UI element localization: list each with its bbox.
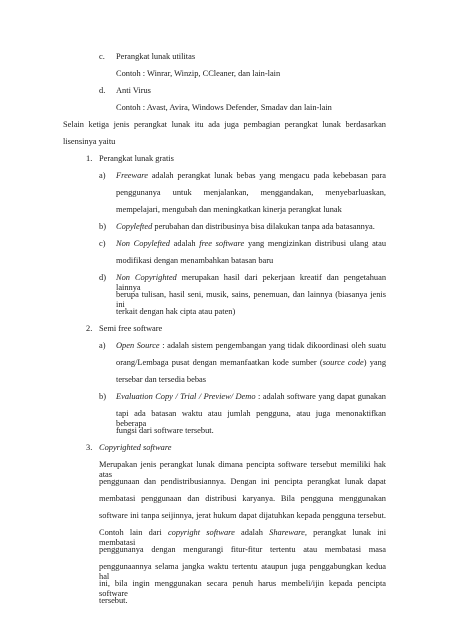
paragraph-line: Evaluation Copy / Trial / Preview/ Demo : adalah software yang dapat gunakan: [116, 392, 386, 401]
paragraph-line: penggunaan dan pendistribusiannya. Dengan ini pencipta perangkat lunak dapat: [99, 477, 386, 486]
paragraph-line: tapi ada batasan waktu atau jumlah pengguna, atau juga menonaktifkan beberapa: [116, 409, 386, 428]
paragraph-line: orang/Lembaga pusat dengan memanfaatkan kode sumber (source code) yang: [116, 358, 387, 367]
sub-marker: a): [99, 341, 106, 350]
term: Evaluation Copy / Trial / Preview/ Demo: [116, 392, 256, 401]
section-title: Copyrighted software: [99, 443, 172, 452]
section-number: 1.: [86, 154, 93, 163]
sub-marker: b): [99, 392, 106, 401]
sub-marker: b): [99, 222, 106, 231]
list-marker: c.: [99, 52, 105, 61]
section-title: Semi free software: [99, 324, 163, 333]
intro-line: lisensinya yaitu: [63, 137, 116, 146]
paragraph-line: Freeware adalah perangkat lunak bebas yang mengacu pada kebebasan para: [116, 171, 387, 180]
term: Non Copylefted: [116, 239, 170, 248]
paragraph-line: Contoh lain dari copyright software adalah Shareware, perangkat lunak ini membatasi: [99, 528, 387, 547]
paragraph-line: Copylefted perubahan dan distribusinya bisa dilakukan tanpa ada batasannya.: [116, 222, 375, 231]
paragraph-line: Open Source : adalah sistem pengembangan yang tidak dikoordinasi oleh suatu: [116, 341, 386, 350]
list-item-example: Contoh : Winrar, Winzip, CCleaner, dan lain-lain: [116, 69, 281, 78]
paragraph-line: berupa tulisan, hasil seni, musik, sains, penemuan, dan lainnya (biasanya jenis ini: [116, 290, 386, 309]
list-marker: d.: [99, 86, 106, 95]
paragraph-line: membatasi penggunaan dan distribusi karyanya. Bila pengguna menggunakan: [99, 494, 386, 503]
sub-marker: c): [99, 239, 106, 248]
term: Freeware: [116, 171, 148, 180]
paragraph-line: modifikasi dengan menambahkan batasan baru: [116, 256, 274, 265]
section-number: 2.: [86, 324, 93, 333]
paragraph-line: ini, bila ingin menggunakan secara penuh harus membeli/ijin kepada pencipta software: [99, 579, 386, 598]
intro-line: Selain ketiga jenis perangkat lunak itu ada juga pembagian perangkat lunak berdasarkan: [63, 120, 386, 129]
section-title: Perangkat lunak gratis: [99, 154, 174, 163]
paragraph-line: penggunanya untuk menjalankan, menggandakan, menyebarluaskan,: [116, 188, 386, 197]
paragraph-line: tersebar dan tersedia bebas: [116, 375, 206, 384]
paragraph-line: Non Copyrighted merupakan hasil dari pekerjaan kreatif dan pengetahuan lainnya: [116, 273, 387, 292]
term: Open Source: [116, 341, 160, 350]
list-item-title: Anti Virus: [116, 86, 151, 95]
paragraph-line: penggunaannya selama jangka waktu tertentu ataupun juga penggabungkan kedua hal: [99, 562, 386, 581]
term: Copylefted: [116, 222, 153, 231]
paragraph-line: tersebut.: [99, 596, 128, 605]
paragraph-line: penggunanya dengan mengurangi fitur-fitur tertentu atau membatasi masa: [99, 545, 386, 554]
paragraph-line: terkait dengan hak cipta atau paten): [116, 307, 236, 316]
section-number: 3.: [86, 443, 93, 452]
paragraph-line: software ini tanpa seijinnya, jerat hukum dapat dijatuhkan kepada pengguna tersebut.: [99, 511, 386, 520]
term: Non Copyrighted: [116, 273, 177, 282]
sub-marker: a): [99, 171, 106, 180]
paragraph-line: fungsi dari software tersebut.: [116, 426, 214, 435]
paragraph-line: Non Copylefted adalah free software yang mengizinkan distribusi ulang atau: [116, 239, 387, 248]
paragraph-line: mempelajari, mengubah dan meningkatkan kinerja perangkat lunak: [116, 205, 342, 214]
list-item-example: Contoh : Avast, Avira, Windows Defender, Smadav dan lain-lain: [116, 103, 332, 112]
paragraph-line: Merupakan jenis perangkat lunak dimana pencipta software tersebut memiliki hak atas: [99, 460, 386, 479]
list-item-title: Perangkat lunak utilitas: [116, 52, 196, 61]
sub-marker: d): [99, 273, 106, 282]
